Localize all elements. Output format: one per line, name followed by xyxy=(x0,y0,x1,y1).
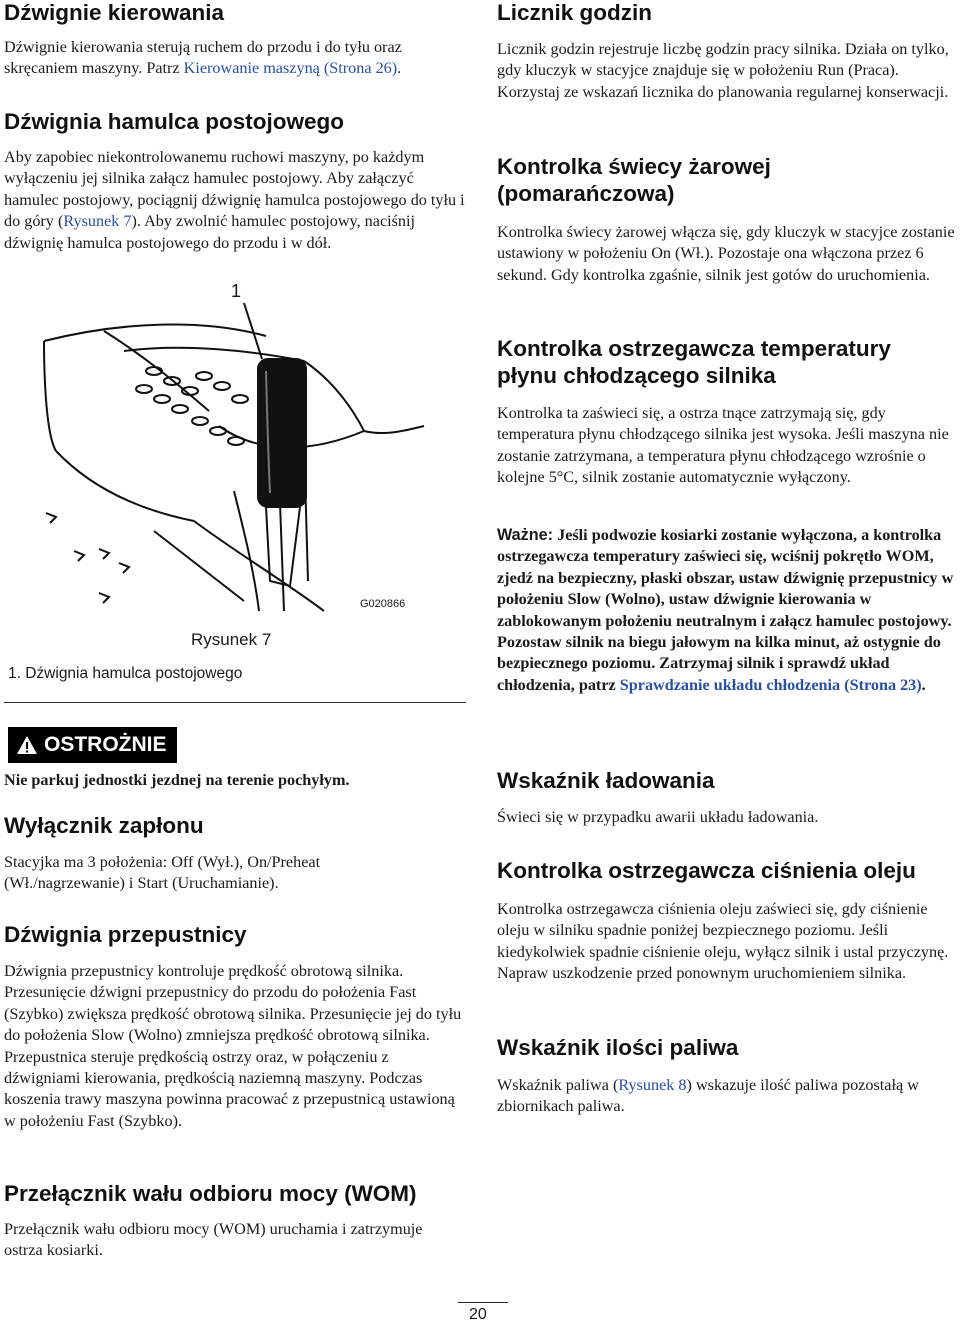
steering-text: Dźwignie kierowania sterują ruchem do przodu i do tyłu oraz skręcaniem maszyny. Patrz Kierowanie maszyną (Strona 26). xyxy=(4,38,402,78)
coolant-text: Kontrolka ta zaświeci się, a ostrza tnące zatrzymają się, gdy temperatura płynu chłodzącego silnika jest wysoka. Jeśli maszyna nie zostanie zatrzymana, a temperatura płynu chłodzącego wzrośnie o kolejne 5°C, silnik zostanie automatycznie wyłączony. xyxy=(497,404,949,487)
cooling-system-link[interactable]: Sprawdzanie układu chłodzenia (Strona 23) xyxy=(619,675,922,694)
pto-text: Przełącznik wału odbioru mocy (WOM) uruchamia i zatrzymuje ostrza kosiarki. xyxy=(4,1220,423,1260)
figure-7 xyxy=(4,281,468,711)
oil-pressure-text: Kontrolka ostrzegawcza ciśnienia oleju zaświeci się, gdy ciśnienie oleju w silniku spadnie poniżej bezpiecznego poziomu. Jeśli kiedykolwiek spadnie ciśnienie oleju, wyłącz silnik i ustal przyczynę. Napraw uszkodzenie przed ponownym uruchomieniem silnika. xyxy=(497,900,949,983)
ignition-text: Stacyjka ma 3 położenia: Off (Wył.), On/Preheat (Wł./nagrzewanie) i Start (Uruchamianie). xyxy=(4,853,321,893)
figure-rule xyxy=(4,702,466,703)
glow-plug-heading: Kontrolka świecy żarowej (pomarańczowa) xyxy=(497,154,771,206)
oil-pressure-heading: Kontrolka ostrzegawcza ciśnienia oleju xyxy=(497,858,916,883)
throttle-heading: Dźwignia przepustnicy xyxy=(4,922,247,947)
important-label: Ważne: xyxy=(497,526,554,544)
caution-text: Nie parkuj jednostki jezdnej na terenie pochyłym. xyxy=(4,771,350,789)
glow-plug-text: Kontrolka świecy żarowej włącza się, gdy kluczyk w stacyjce zostanie ustawiony w położeniu On (Wł.). Pozostaje ona włączona przez 6 sekund. Gdy kontrolka zgaśnie, silnik jest gotów do uruchomienia. xyxy=(497,223,955,284)
fuel-gauge-text: Wskaźnik paliwa (Rysunek 8) wskazuje ilość paliwa pozostałą w zbiornikach paliwa. xyxy=(497,1076,919,1116)
coolant-heading: Kontrolka ostrzegawcza temperatury płynu chłodzącego silnika xyxy=(497,336,891,388)
charging-heading: Wskaźnik ładowania xyxy=(497,768,715,793)
figure-7-link[interactable]: Rysunek 7 xyxy=(63,212,132,231)
parking-brake-heading: Dźwignia hamulca postojowego xyxy=(4,109,345,134)
caution-badge xyxy=(8,727,177,763)
important-note: Ważne: Jeśli podwozie kosiarki zostanie wyłączona, a kontrolka ostrzegawcza temperatury zaświeci się, wciśnij pokrętło WOM, zjedź na bezpieczny, płaski obszar, ustaw dźwignię przepustnicy w położeniu Slow (Wolno), ustaw dźwignie kierowania w zablokowanym położeniu neutralnym i załącz hamulec postojowy. Pozostaw silnik na biegu jałowym na kilka minut, aż ostygnie do bezpiecznego poziomu. Zatrzymaj silnik i sprawdź układ chłodzenia, patrz Sprawdzanie układu chłodzenia (Strona 23). xyxy=(497,526,954,694)
steering-link[interactable]: Kierowanie maszyną (Strona 26) xyxy=(183,59,398,78)
page-number-rule xyxy=(458,1302,508,1303)
parking-brake-text: Aby zapobiec niekontrolowanemu ruchowi maszyny, po każdym wyłączeniu jej silnika załącz hamulec postojowy. Aby załączyć hamulec postojowy, pociągnij dźwignię hamulca postojowego do tyłu i do góry (Rysunek 7). Aby zwolnić hamulec postojowy, naciśnij dźwignię hamulca postojowego do przodu i w dół. xyxy=(4,148,465,252)
charging-text: Świeci się w przypadku awarii układu ładowania. xyxy=(497,808,819,826)
throttle-text: Dźwignia przepustnicy kontroluje prędkość obrotową silnika. Przesunięcie dźwigni przepustnicy do przodu do położenia Fast (Szybko) zwiększa prędkość obrotową silnika. Przesunięcie jej do tyłu do położenia Slow (Wolno) zmniejsza prędkość obrotową silnika. Przepustnica steruje prędkością ostrzy oraz, w połączeniu z dźwigniami kierowania, prędkością naziemną maszyny. Podczas koszenia trawy maszyna powinna pracować z przepustnicą ustawioną w położeniu Fast (Szybko). xyxy=(4,962,462,1130)
page-number: 20 xyxy=(469,1306,487,1323)
hour-meter-text: Licznik godzin rejestruje liczbę godzin pracy silnika. Działa on tylko, gdy kluczyk w stacyjce znajduje się w położeniu Run (Praca). Korzystaj ze wskazań licznika do planowania regularnej konserwacji. xyxy=(497,40,949,101)
figure-legend: 1. Dźwignia hamulca postojowego xyxy=(8,665,243,682)
figure-caption: Rysunek 7 xyxy=(191,630,272,649)
steering-heading: Dźwignie kierowania xyxy=(4,0,225,25)
fuel-gauge-heading: Wskaźnik ilości paliwa xyxy=(497,1035,739,1060)
pto-heading: Przełącznik wału odbioru mocy (WOM) xyxy=(4,1181,417,1206)
warning-icon xyxy=(16,735,38,755)
figure-code: G020866 xyxy=(360,598,406,610)
ignition-heading: Wyłącznik zapłonu xyxy=(4,813,204,838)
caution-label: OSTROŻNIE xyxy=(44,733,167,756)
figure-callout-1: 1 xyxy=(231,281,242,301)
hour-meter-heading: Licznik godzin xyxy=(497,0,652,25)
figure-8-link[interactable]: Rysunek 8 xyxy=(618,1076,687,1094)
parking-brake-illustration xyxy=(4,281,468,621)
